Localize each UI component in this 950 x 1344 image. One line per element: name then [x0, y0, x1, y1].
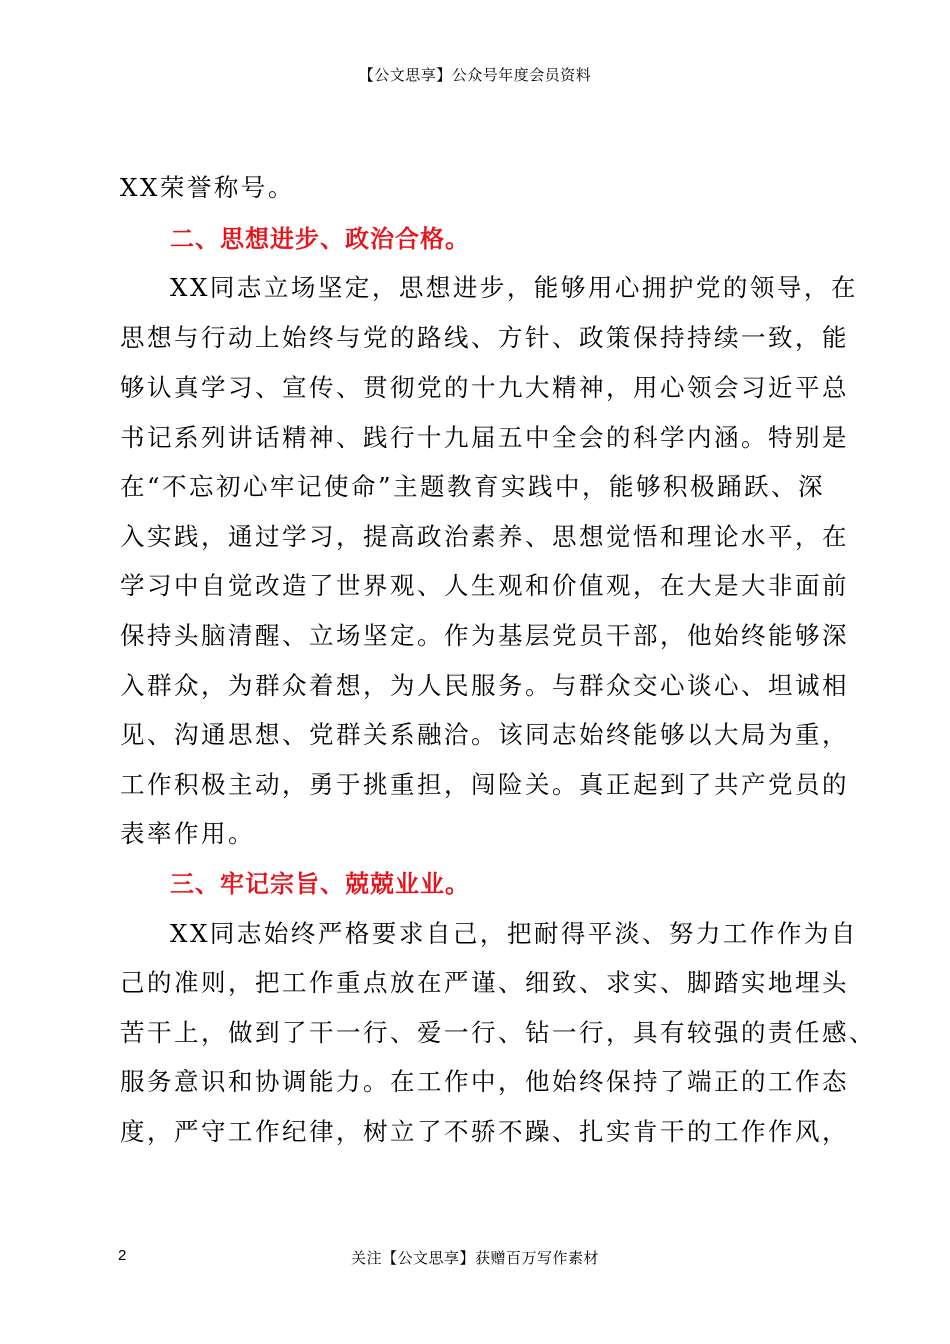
body-line: 己的准则，把工作重点放在严谨、细致、求实、脚踏实地埋头 [120, 968, 849, 997]
body-line: XX同志立场坚定，思想进步，能够用心拥护党的领导，在 [170, 273, 858, 302]
body-line: 度，严守工作纪律，树立了不骄不躁、扎实肯干的工作作风， [120, 1117, 849, 1146]
body-line: 服务意识和协调能力。在工作中，他始终保持了端正的工作态 [120, 1067, 849, 1096]
body-line: 够认真学习、宣传、贯彻党的十九大精神，用心领会习近平总 [120, 373, 849, 402]
body-line: 入群众，为群众着想，为人民服务。与群众交心谈心、坦诚相 [120, 671, 849, 700]
body-line: 学习中自觉改造了世界观、人生观和价值观，在大是大非面前 [120, 571, 849, 600]
body-line: 苦干上，做到了干一行、爱一行、钻一行，具有较强的责任感、 [120, 1018, 876, 1047]
body-line: 入实践，通过学习，提高政治素养、思想觉悟和理论水平，在 [120, 522, 849, 551]
body-line: 思想与行动上始终与党的路线、方针、政策保持持续一致，能 [120, 323, 849, 352]
page-number: 2 [118, 1247, 127, 1264]
body-line: 表率作用。 [120, 819, 255, 848]
body-line: XX荣誉称号。 [120, 173, 295, 202]
section-heading-2: 二、思想进步、政治合格。 [170, 225, 470, 253]
page-footer: 关注【公文思享】获赠百万写作素材 [350, 1249, 599, 1267]
body-line: 书记系列讲话精神、践行十九届五中全会的科学内涵。特别是 [120, 423, 849, 452]
body-line: 见、沟通思想、党群关系融洽。该同志始终能够以大局为重， [120, 720, 849, 749]
body-line: XX同志始终严格要求自己，把耐得平淡、努力工作作为自 [170, 919, 858, 948]
body-line: 工作积极主动，勇于挑重担，闯险关。真正起到了共产党员的 [120, 770, 849, 799]
page-header: 【公文思享】公众号年度会员资料 [358, 66, 592, 84]
body-line: 在“不忘初心牢记使命”主题教育实践中，能够积极踊跃、深 [120, 472, 826, 501]
body-line: 保持头脑清醒、立场坚定。作为基层党员干部，他始终能够深 [120, 621, 849, 650]
section-heading-3: 三、牢记宗旨、兢兢业业。 [170, 870, 470, 898]
